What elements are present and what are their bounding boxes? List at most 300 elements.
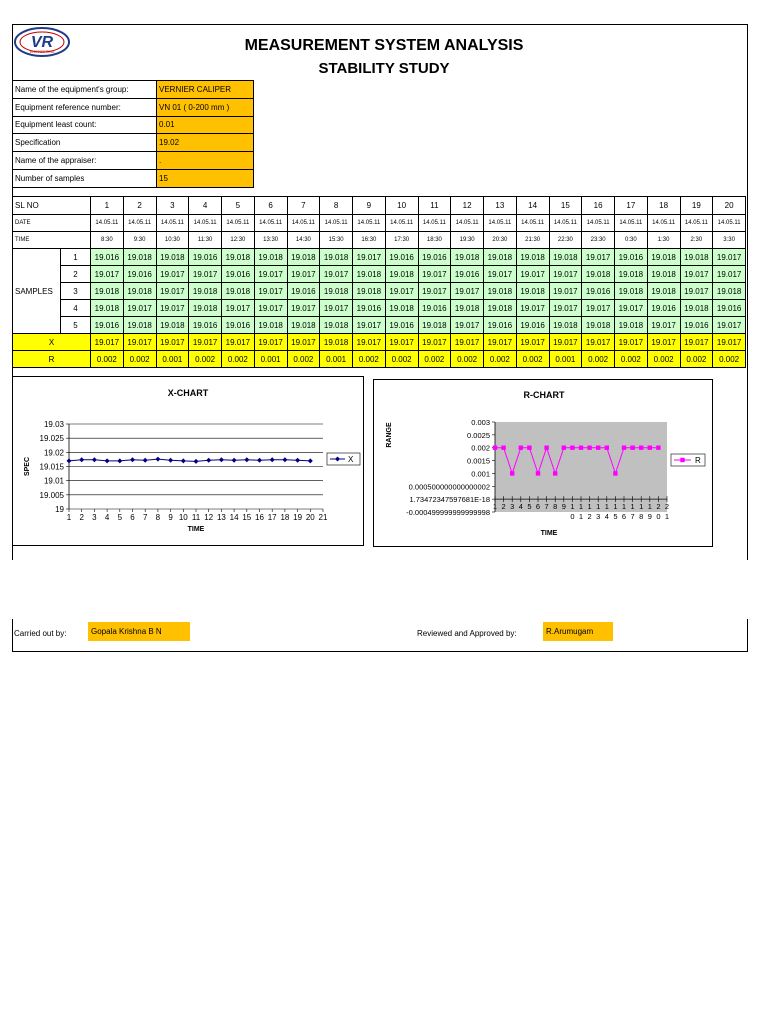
data-point <box>501 446 505 450</box>
x-tick-label: 1 <box>664 512 670 522</box>
sample-value: 19.018 <box>385 266 418 283</box>
x-bar-cell: 19.017 <box>451 334 484 351</box>
page-subtitle: STABILITY STUDY <box>318 60 450 77</box>
sample-value: 19.018 <box>647 283 680 300</box>
slno-cell: 15 <box>549 197 582 215</box>
time-cell: 1:30 <box>647 232 680 249</box>
sample-value: 19.018 <box>254 249 287 266</box>
x-tick-label: 11 <box>191 513 201 522</box>
carried-out-value[interactable]: Gopala Krishna B N <box>88 622 190 641</box>
sample-value: 19.018 <box>123 317 156 334</box>
x-tick-label: 8 <box>639 512 644 522</box>
sample-value: 19.017 <box>287 266 320 283</box>
sample-value: 19.018 <box>615 266 648 283</box>
info-label: Equipment reference number: <box>13 98 157 116</box>
info-row <box>13 98 254 116</box>
slno-cell: 1 <box>91 197 124 215</box>
r-chart <box>373 379 713 547</box>
x-bar-cell: 19.017 <box>484 334 517 351</box>
y-tick-label: 0.003 <box>471 418 490 427</box>
range-cell: 0.001 <box>320 351 353 368</box>
sample-value: 19.018 <box>647 266 680 283</box>
sample-value: 19.017 <box>189 266 222 283</box>
slno-cell: 13 <box>484 197 517 215</box>
data-point <box>648 446 652 450</box>
sample-value: 19.018 <box>516 249 549 266</box>
sample-value: 19.017 <box>549 266 582 283</box>
sample-row <box>13 249 746 266</box>
sample-value: 19.016 <box>385 249 418 266</box>
sample-value: 19.017 <box>451 317 484 334</box>
time-cell: 23:30 <box>582 232 615 249</box>
sample-value: 19.018 <box>484 300 517 317</box>
date-cell: 14.05.11 <box>680 215 713 232</box>
sample-number: 2 <box>61 266 91 283</box>
sample-value: 19.017 <box>516 266 549 283</box>
data-point <box>219 457 224 462</box>
x-tick-label: 2 <box>501 502 506 512</box>
slno-cell: 2 <box>123 197 156 215</box>
date-cell: 14.05.11 <box>713 215 746 232</box>
x-tick-label: 13 <box>216 513 226 522</box>
sample-row <box>13 317 746 334</box>
data-point <box>596 446 600 450</box>
date-row <box>13 215 746 232</box>
slno-row <box>13 197 746 215</box>
date-cell: 14.05.11 <box>254 215 287 232</box>
sample-value: 19.016 <box>222 266 255 283</box>
date-cell: 14.05.11 <box>615 215 648 232</box>
range-cell: 0.001 <box>156 351 189 368</box>
x-tick-label: 21 <box>318 513 328 522</box>
sample-value: 19.018 <box>287 249 320 266</box>
info-value[interactable]: VN 01 ( 0-200 mm ) <box>157 98 254 116</box>
data-point <box>544 446 548 450</box>
data-point <box>79 457 84 462</box>
x-axis-label: TIME <box>187 526 205 533</box>
time-cell: 20:30 <box>484 232 517 249</box>
x-tick-label: 20 <box>305 513 315 522</box>
time-cell: 13:30 <box>254 232 287 249</box>
sample-value: 19.017 <box>516 300 549 317</box>
slno-cell: 20 <box>713 197 746 215</box>
sample-value: 19.016 <box>615 249 648 266</box>
x-tick-label: 17 <box>267 513 277 522</box>
x-tick-label: 1 <box>578 502 584 512</box>
sample-value: 19.017 <box>484 266 517 283</box>
sample-value: 19.016 <box>647 300 680 317</box>
data-point <box>579 446 583 450</box>
data-point <box>553 471 557 475</box>
sample-value: 19.016 <box>353 300 386 317</box>
x-bar-label: X <box>13 334 91 351</box>
slno-cell: 3 <box>156 197 189 215</box>
data-point <box>168 458 173 463</box>
date-cell: 14.05.11 <box>484 215 517 232</box>
sample-value: 19.016 <box>91 249 124 266</box>
sample-value: 19.018 <box>549 249 582 266</box>
x-tick-label: 2 <box>79 513 84 522</box>
sample-value: 19.018 <box>615 283 648 300</box>
sample-value: 19.017 <box>254 283 287 300</box>
legend-label: R <box>695 456 701 465</box>
data-point <box>493 446 497 450</box>
x-bar-row <box>13 334 746 351</box>
sample-value: 19.016 <box>287 283 320 300</box>
sample-value: 19.018 <box>615 317 648 334</box>
sample-number: 3 <box>61 283 91 300</box>
slno-cell: 8 <box>320 197 353 215</box>
sample-value: 19.017 <box>353 317 386 334</box>
sample-value: 19.017 <box>549 283 582 300</box>
x-chart-svg <box>13 377 363 545</box>
y-axis-label: SPEC <box>24 456 31 477</box>
slno-cell: 12 <box>451 197 484 215</box>
date-cell: 14.05.11 <box>582 215 615 232</box>
chart-title: R-CHART <box>523 390 565 400</box>
x-tick-label: 8 <box>155 513 161 522</box>
sample-value: 19.017 <box>156 283 189 300</box>
data-point <box>613 471 617 475</box>
sample-row <box>13 283 746 300</box>
sample-value: 19.016 <box>222 317 255 334</box>
x-tick-label: 1 <box>596 502 601 512</box>
info-label: Number of samples <box>13 169 157 187</box>
reviewed-value[interactable]: R.Arumugam <box>543 622 613 641</box>
range-cell: 0.002 <box>189 351 222 368</box>
sample-value: 19.017 <box>549 300 582 317</box>
x-bar-cell: 19.017 <box>549 334 582 351</box>
range-cell: 0.002 <box>516 351 549 368</box>
date-cell: 14.05.11 <box>156 215 189 232</box>
y-tick-label: 19.005 <box>39 490 64 500</box>
x-bar-cell: 19.017 <box>582 334 615 351</box>
sample-value: 19.017 <box>582 249 615 266</box>
sample-value: 19.018 <box>647 249 680 266</box>
x-tick-label: 1 <box>570 502 575 512</box>
data-point <box>67 458 72 463</box>
sample-value: 19.016 <box>418 300 451 317</box>
range-cell: 0.002 <box>647 351 680 368</box>
data-point <box>605 446 609 450</box>
sample-value: 19.018 <box>680 300 713 317</box>
y-tick-label: 19.025 <box>39 434 64 444</box>
sample-value: 19.017 <box>91 266 124 283</box>
x-tick-label: 2 <box>587 512 592 522</box>
x-tick-label: 1 <box>613 502 618 512</box>
range-cell: 0.002 <box>91 351 124 368</box>
x-tick-label: 4 <box>104 513 110 522</box>
time-cell: 3:30 <box>713 232 746 249</box>
sample-value: 19.018 <box>713 283 746 300</box>
sample-number: 5 <box>61 317 91 334</box>
data-point <box>295 458 300 463</box>
sample-value: 19.018 <box>320 283 353 300</box>
data-point <box>536 471 540 475</box>
x-tick-label: 2 <box>656 502 661 512</box>
sample-number: 1 <box>61 249 91 266</box>
sample-value: 19.017 <box>320 266 353 283</box>
sample-value: 19.018 <box>353 266 386 283</box>
sample-value: 19.018 <box>156 249 189 266</box>
x-tick-label: 1 <box>647 502 652 512</box>
sample-value: 19.018 <box>582 266 615 283</box>
sample-value: 19.016 <box>451 266 484 283</box>
y-tick-label: 0.0015 <box>467 456 490 466</box>
info-label: Equipment least count: <box>13 116 157 134</box>
range-label: R <box>13 351 91 368</box>
data-point <box>570 446 574 450</box>
sample-value: 19.018 <box>418 317 451 334</box>
y-tick-label: 0.000500000000000002 <box>408 482 490 492</box>
sample-value: 19.017 <box>156 266 189 283</box>
range-cell: 0.002 <box>418 351 451 368</box>
x-bar-cell: 19.017 <box>123 334 156 351</box>
range-cell: 0.001 <box>549 351 582 368</box>
sample-row <box>13 300 746 317</box>
x-bar-cell: 19.017 <box>91 334 124 351</box>
date-cell: 14.05.11 <box>123 215 156 232</box>
data-point <box>181 458 186 463</box>
time-cell: 12:30 <box>222 232 255 249</box>
data-point <box>105 458 110 463</box>
x-bar-cell: 19.017 <box>189 334 222 351</box>
sample-value: 19.017 <box>385 283 418 300</box>
sample-value: 19.016 <box>189 317 222 334</box>
info-value[interactable]: 19.02 <box>157 134 254 152</box>
sample-value: 19.017 <box>713 317 746 334</box>
slno-cell: 16 <box>582 197 615 215</box>
sample-value: 19.018 <box>189 300 222 317</box>
x-tick-label: 0 <box>570 512 575 522</box>
x-tick-label: 1 <box>639 502 644 512</box>
info-row <box>13 134 254 152</box>
data-point <box>194 459 199 464</box>
x-bar-cell: 19.017 <box>353 334 386 351</box>
x-bar-cell: 19.017 <box>287 334 320 351</box>
slno-label: SL NO <box>13 197 91 215</box>
sample-value: 19.018 <box>156 317 189 334</box>
x-bar-cell: 19.017 <box>680 334 713 351</box>
slno-cell: 9 <box>353 197 386 215</box>
x-tick-label: 1 <box>492 502 498 512</box>
info-value[interactable]: VERNIER CALIPER <box>157 81 254 99</box>
info-value[interactable]: . <box>157 152 254 170</box>
sample-value: 19.016 <box>582 283 615 300</box>
x-tick-label: 9 <box>561 502 566 512</box>
range-cell: 0.002 <box>353 351 386 368</box>
slno-cell: 4 <box>189 197 222 215</box>
x-bar-cell: 19.017 <box>418 334 451 351</box>
x-tick-label: 1 <box>587 502 592 512</box>
reviewed-label: Reviewed and Approved by: <box>417 629 517 638</box>
slno-cell: 11 <box>418 197 451 215</box>
sample-value: 19.017 <box>222 300 255 317</box>
sample-value: 19.018 <box>320 249 353 266</box>
x-tick-label: 1 <box>630 502 635 512</box>
sample-value: 19.018 <box>680 249 713 266</box>
x-bar-cell: 19.017 <box>615 334 648 351</box>
carried-out-label: Carried out by: <box>14 629 67 638</box>
date-cell: 14.05.11 <box>516 215 549 232</box>
x-tick-label: 6 <box>621 512 627 522</box>
time-cell: 18:30 <box>418 232 451 249</box>
slno-cell: 19 <box>680 197 713 215</box>
sample-value: 19.017 <box>647 317 680 334</box>
x-bar-cell: 19.017 <box>647 334 680 351</box>
range-cell: 0.002 <box>615 351 648 368</box>
x-tick-label: 7 <box>630 512 635 522</box>
slno-cell: 14 <box>516 197 549 215</box>
x-bar-cell: 19.017 <box>254 334 287 351</box>
range-cell: 0.002 <box>713 351 746 368</box>
stability-data-table <box>12 196 746 368</box>
sample-value: 19.017 <box>254 266 287 283</box>
chart-title: X-CHART <box>167 388 209 398</box>
sample-value: 19.016 <box>713 300 746 317</box>
x-tick-label: 5 <box>117 513 123 522</box>
data-point <box>270 457 275 462</box>
logo-sub: ENGINEERING <box>30 50 55 54</box>
x-tick-label: 0 <box>656 512 661 522</box>
sample-value: 19.018 <box>123 283 156 300</box>
sample-value: 19.017 <box>353 249 386 266</box>
data-point <box>308 458 313 463</box>
x-tick-label: 10 <box>178 513 188 522</box>
sample-value: 19.018 <box>254 317 287 334</box>
x-tick-label: 1 <box>604 502 609 512</box>
date-cell: 14.05.11 <box>189 215 222 232</box>
y-tick-label: 19.03 <box>43 420 64 429</box>
time-cell: 17:30 <box>385 232 418 249</box>
data-point <box>519 446 523 450</box>
x-chart <box>12 376 364 546</box>
sample-value: 19.018 <box>385 300 418 317</box>
data-point <box>257 458 262 463</box>
range-cell: 0.002 <box>287 351 320 368</box>
x-tick-label: 9 <box>647 512 652 522</box>
y-tick-label: -0.000499999999999998 <box>406 508 490 517</box>
y-tick-label: 0.002 <box>471 443 490 453</box>
data-point <box>527 446 531 450</box>
sample-value: 19.017 <box>418 283 451 300</box>
x-bar-cell: 19.017 <box>385 334 418 351</box>
x-bar-cell: 19.018 <box>320 334 353 351</box>
logo-text: VR <box>30 34 54 51</box>
x-tick-label: 8 <box>553 502 558 512</box>
y-tick-label: 19.015 <box>39 462 64 472</box>
x-bar-cell: 19.017 <box>222 334 255 351</box>
sample-value: 19.016 <box>189 249 222 266</box>
x-bar-cell: 19.017 <box>713 334 746 351</box>
info-label: Name of the equipment's group: <box>13 81 157 99</box>
slno-cell: 18 <box>647 197 680 215</box>
data-point <box>510 471 514 475</box>
y-tick-label: 19.01 <box>43 476 64 486</box>
info-label: Name of the appraiser: <box>13 152 157 170</box>
x-tick-label: 2 <box>664 502 670 512</box>
sample-value: 19.018 <box>549 317 582 334</box>
sample-value: 19.016 <box>91 317 124 334</box>
y-axis-label: RANGE <box>386 422 393 448</box>
sample-value: 19.017 <box>418 266 451 283</box>
sample-row <box>13 266 746 283</box>
sample-value: 19.018 <box>189 283 222 300</box>
x-tick-label: 9 <box>168 513 173 522</box>
range-cell: 0.002 <box>680 351 713 368</box>
sample-value: 19.018 <box>484 249 517 266</box>
sample-value: 19.018 <box>123 249 156 266</box>
date-cell: 14.05.11 <box>222 215 255 232</box>
sample-value: 19.017 <box>713 249 746 266</box>
y-tick-label: 0.001 <box>471 469 490 479</box>
y-tick-label: 19 <box>55 505 64 514</box>
x-tick-label: 14 <box>229 513 239 522</box>
info-label: Specification <box>13 134 157 152</box>
equipment-info-table <box>12 80 254 188</box>
x-tick-label: 12 <box>204 513 214 522</box>
x-tick-label: 4 <box>604 512 609 522</box>
range-cell: 0.002 <box>582 351 615 368</box>
sample-value: 19.017 <box>680 266 713 283</box>
info-value[interactable]: 0.01 <box>157 116 254 134</box>
x-axis-label: TIME <box>540 530 558 537</box>
time-cell: 2:30 <box>680 232 713 249</box>
sample-value: 19.018 <box>451 300 484 317</box>
time-cell: 16:30 <box>353 232 386 249</box>
x-tick-label: 4 <box>518 502 523 512</box>
slno-cell: 10 <box>385 197 418 215</box>
data-point <box>587 446 591 450</box>
y-tick-label: 1.73472347597681E-18 <box>409 495 490 505</box>
data-point <box>232 458 237 463</box>
x-tick-label: 5 <box>527 502 532 512</box>
sample-value: 19.016 <box>418 249 451 266</box>
sample-value: 19.017 <box>680 283 713 300</box>
sample-value: 19.018 <box>353 283 386 300</box>
sample-value: 19.016 <box>484 317 517 334</box>
x-tick-label: 1 <box>578 512 584 522</box>
date-cell: 14.05.11 <box>418 215 451 232</box>
sample-value: 19.017 <box>615 300 648 317</box>
data-point <box>143 458 148 463</box>
x-tick-label: 18 <box>280 513 290 522</box>
data-point <box>130 457 135 462</box>
sample-value: 19.016 <box>123 266 156 283</box>
info-value[interactable]: 15 <box>157 169 254 187</box>
data-point <box>630 446 634 450</box>
time-cell: 22:30 <box>549 232 582 249</box>
sample-value: 19.016 <box>680 317 713 334</box>
data-point <box>656 446 660 450</box>
x-tick-label: 3 <box>92 513 97 522</box>
legend-label: X <box>348 455 354 464</box>
sample-value: 19.017 <box>582 300 615 317</box>
samples-label: SAMPLES <box>13 249 61 334</box>
sample-value: 19.016 <box>385 317 418 334</box>
sample-value: 19.018 <box>516 283 549 300</box>
x-tick-label: 3 <box>510 502 515 512</box>
sample-value: 19.016 <box>516 317 549 334</box>
page-title: MEASUREMENT SYSTEM ANALYSIS <box>244 37 524 54</box>
range-cell: 0.002 <box>123 351 156 368</box>
sample-value: 19.018 <box>222 249 255 266</box>
date-cell: 14.05.11 <box>549 215 582 232</box>
data-point <box>562 446 566 450</box>
slno-cell: 7 <box>287 197 320 215</box>
info-row <box>13 116 254 134</box>
time-cell: 15:30 <box>320 232 353 249</box>
